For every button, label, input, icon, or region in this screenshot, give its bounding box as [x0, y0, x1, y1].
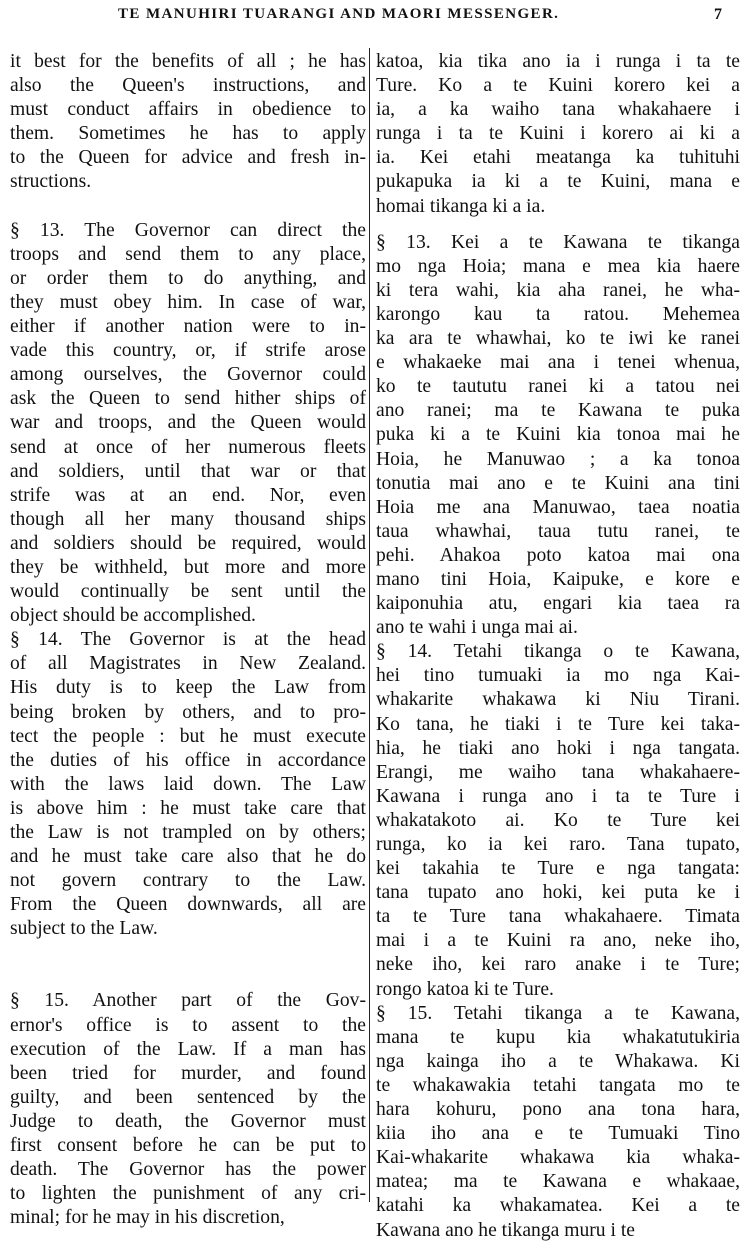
text-line: though all her many thousand ships: [10, 508, 366, 530]
text-line: troops and send them to any place,: [10, 243, 366, 265]
text-line: to lighten the punishment of any cri-: [10, 1183, 366, 1205]
text-line: ka ara te whawhai, ko te iwi ke ranei: [376, 328, 740, 350]
text-line: Judge to death, the Governor must: [10, 1110, 366, 1132]
english-column: [10, 50, 366, 1230]
text-line: whakarite whakawa ki Niu Tirani.: [376, 689, 740, 711]
paragraph: [376, 231, 740, 641]
page-number: 7: [714, 6, 722, 23]
paragraph: [10, 50, 366, 195]
text-line: and soldiers, until that war or that: [10, 460, 366, 482]
text-line: ia. Kei etahi meatanga ka tuhituhi: [376, 147, 740, 169]
text-line: death. The Governor has the power: [10, 1159, 366, 1181]
text-line: hia, he tiaki ano hoki i nga tangata.: [376, 737, 740, 759]
text-line: § 13. Kei a te Kawana te tikanga: [376, 231, 740, 253]
text-line: te whakawakia tetahi tangata mo te: [376, 1074, 740, 1096]
text-line: mai i a te Kuini ra ano, neke iho,: [376, 930, 740, 952]
text-line: kaiponuhia atu, engari kia taea ra: [376, 593, 740, 615]
text-line: nga kainga iho a te Whakawa. Ki: [376, 1050, 740, 1072]
text-line: ko te taututu ranei ki a tatou nei: [376, 376, 740, 398]
text-line: homai tikanga ki a ia.: [376, 195, 546, 217]
text-line: ia, a ka waiho tana whakahaere i: [376, 99, 740, 121]
text-line: ta te Ture tana whakahaere. Timata: [376, 906, 740, 928]
text-line: and he must take care also that he do: [10, 846, 366, 868]
paragraph: [10, 628, 366, 941]
text-line: His duty is to keep the Law from: [10, 677, 366, 699]
text-line: either if another nation were to in-: [10, 316, 366, 338]
text-line: it best for the benefits of all ; he has: [10, 51, 366, 72]
text-line: being broken by others, and to pro-: [10, 701, 366, 723]
text-line: Hoia, he Manuwao ; a ka tonoa: [376, 448, 740, 470]
text-line: Ko tana, he tiaki i te Ture kei taka-: [376, 713, 740, 735]
text-line: war and troops, and the Queen would: [10, 412, 366, 434]
text-line: e whakaeke mai ana i tenei whenua,: [376, 352, 740, 374]
text-line: § 13. The Governor can direct the: [10, 219, 366, 241]
text-line: § 15. Another part of the Gov-: [10, 990, 366, 1012]
text-line: among ourselves, the Governor could: [10, 364, 366, 386]
text-line: § 14. Tetahi tikanga o te Kawana,: [376, 641, 740, 663]
text-line: runga, ko ia kei raro. Tana tupato,: [376, 834, 740, 855]
text-line: ernor's office is to assent to the: [10, 1014, 366, 1036]
text-line: also the Queen's instructions, and: [10, 75, 366, 97]
text-line: katahi ka whakamatea. Kei a te: [376, 1195, 740, 1217]
text-line: whakatakoto ai. Ko te Ture kei: [376, 809, 740, 831]
paragraph: [10, 219, 366, 629]
text-line: Ture. Ko a te Kuini korero kei a: [376, 75, 740, 97]
text-line: rongo katoa ki te Ture.: [376, 978, 554, 1000]
text-line: Hoia me ana Manuwao, taea noatia: [376, 496, 740, 518]
text-line: them. Sometimes he has to apply: [10, 123, 366, 145]
paragraph-gap: [10, 195, 366, 219]
paragraph: [376, 50, 740, 219]
text-line: matea; ma te Kawana e whakaae,: [376, 1171, 740, 1193]
text-line: would continually be sent until the: [10, 581, 366, 603]
text-line: mo nga Hoia; mana e mea kia haere: [376, 255, 740, 277]
text-line: send at once of her numerous fleets: [10, 436, 366, 458]
maori-column: [376, 50, 740, 1243]
text-line: been tried for murder, and found: [10, 1062, 366, 1084]
text-line: katoa, kia tika ano ia i runga i ta te: [376, 51, 740, 72]
text-line: or order them to do anything, and: [10, 267, 366, 289]
text-line: minal; for he may in his discretion,: [10, 1207, 285, 1229]
text-line: runga i ta te Kuini i korero ai ki a: [376, 123, 740, 145]
text-line: pukapuka ia ki a te Kuini, mana e: [376, 171, 740, 193]
paragraph: [376, 1002, 740, 1243]
text-line: From the Queen downwards, all are: [10, 894, 366, 916]
text-line: the duties of his office in accordance: [10, 749, 366, 771]
text-line: Kai-whakarite whakawa kia whaka-: [376, 1147, 740, 1169]
text-line: execution of the Law. If a man has: [10, 1038, 366, 1060]
text-line: hara kohuru, pono ana tona hara,: [376, 1099, 740, 1121]
text-line: ask the Queen to send hither ships of: [10, 388, 366, 410]
text-line: tana tupato ano hoki, kei puta ke i: [376, 882, 740, 904]
text-line: object should be accomplished.: [10, 605, 256, 627]
text-line: of all Magistrates in New Zealand.: [10, 653, 366, 675]
paragraph: [10, 989, 366, 1230]
text-line: mano tini Hoia, Kaipuke, e kore e: [376, 568, 740, 590]
text-line: kei takahia te Ture e nga tangata:: [376, 858, 740, 880]
text-line: Kawana i runga ano i ta te Ture i: [376, 785, 740, 807]
text-line: and soldiers should be required, would: [10, 532, 366, 554]
text-line: pehi. Ahakoa poto katoa mai ona: [376, 544, 740, 566]
text-line: with the laws laid down. The Law: [10, 773, 366, 795]
text-line: mana te kupu kia whakatutukiria: [376, 1026, 740, 1048]
text-line: hei tino tumuaki ia mo nga Kai-: [376, 665, 740, 687]
text-line: § 14. The Governor is at the head: [10, 629, 366, 651]
paragraph: [376, 640, 740, 1001]
text-line: to the Queen for advice and fresh in-: [10, 147, 366, 169]
text-line: puka ki a te Kuini kia tonoa mai he: [376, 424, 740, 446]
text-line: tonutia mai ano e te Kuini ana tini: [376, 472, 740, 494]
text-line: karongo kau ta ratou. Mehemea: [376, 303, 740, 325]
text-line: guilty, and been sentenced by the: [10, 1086, 366, 1108]
text-line: Kawana ano he tikanga muru i te: [376, 1219, 635, 1241]
column-divider: [369, 48, 370, 1202]
newspaper-title: TE MANUHIRI TUARANGI AND MAORI MESSENGER.: [118, 6, 560, 22]
text-line: the Law is not trampled on by others;: [10, 822, 366, 843]
text-line: ki tera wahi, kia aha ranei, he wha-: [376, 279, 740, 301]
text-line: vade this country, or, if strife arose: [10, 340, 366, 362]
text-line: first consent before he can be put to: [10, 1135, 366, 1157]
text-line: Erangi, me waiho tana whakahaere-: [376, 761, 740, 783]
text-line: they must obey him. In case of war,: [10, 291, 366, 313]
text-line: must conduct affairs in obedience to: [10, 99, 366, 121]
text-line: they be withheld, but more and more: [10, 556, 366, 578]
text-line: ano ranei; ma te Kawana te puka: [376, 400, 740, 422]
paragraph-gap: [376, 219, 740, 231]
text-line: kiia iho ana e te Tumuaki Tino: [376, 1123, 740, 1145]
text-line: subject to the Law.: [10, 918, 158, 940]
paragraph-gap: [10, 941, 366, 989]
text-line: taua whawhai, taua tutu ranei, te: [376, 520, 740, 542]
text-line: is above him : he must take care that: [10, 797, 366, 819]
page-header: [0, 6, 750, 30]
text-line: neke iho, kei raro anake i te Ture;: [376, 954, 740, 976]
text-line: not govern contrary to the Law.: [10, 870, 366, 892]
text-line: structions.: [10, 171, 92, 193]
text-line: § 15. Tetahi tikanga a te Kawana,: [376, 1002, 740, 1024]
text-line: tect the people : but he must execute: [10, 725, 366, 747]
text-line: strife was at an end. Nor, even: [10, 484, 366, 506]
text-line: ano te wahi i unga mai ai.: [376, 617, 578, 639]
